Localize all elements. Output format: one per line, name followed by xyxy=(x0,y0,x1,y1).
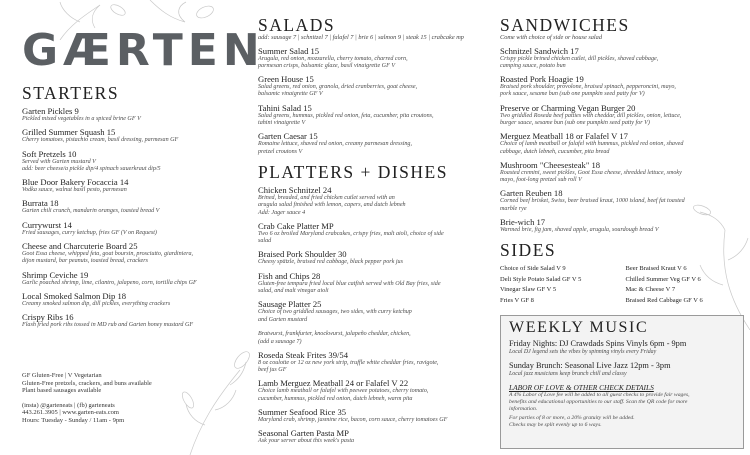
menu-item-description: Fried sausages, curry ketchup, fries GF (V on Request) xyxy=(22,229,157,236)
menu-item-description: Salad greens, hummus, pickled red onion, feta, cucumber, pita croutons, tahini vinaigrette V xyxy=(258,112,434,126)
menu-item-description: Garten chili crunch, mandarin oranges, toasted bread V xyxy=(22,208,160,215)
menu-item xyxy=(500,74,745,99)
menu-item xyxy=(258,428,488,445)
menu-item xyxy=(22,291,240,308)
salads-addons: add: sausage 7 | schnitzel 7 | falafel 7 | brie 6 | salmon 9 | steak 15 | crabcake mp xyxy=(258,34,464,41)
menu-item xyxy=(258,46,488,71)
menu-item-description: Roasted cremini, sweet pickles, Goot Essa cheese, shredded lettuce, smoky mayo, foot-long pretzel sub roll V xyxy=(500,169,682,184)
menu-item-name: Lamb Merguez Meatball 24 or Falafel V 22 xyxy=(258,378,409,389)
menu-item xyxy=(258,350,488,375)
menu-item xyxy=(500,160,745,185)
menu-item xyxy=(258,249,488,266)
sides-section xyxy=(500,241,745,305)
labor-of-love-text: A 4% Labor of Love fee will be added to all guest checks to provide fair wages, benefits and educational opportunities to our staff. Scan the QR code for more information. xyxy=(509,392,690,412)
menu-item-description: Choice of lamb meatball or falafel with hummus, pickled red onion, shaved cabbage, dutch lebneh, cucumber, pita bread xyxy=(500,141,684,155)
footnote-plant-based: Plant based sausages available xyxy=(22,387,102,395)
side-item: Deli Style Potato Salad GF V 5 xyxy=(500,275,582,283)
side-item: Mac & Cheese V 7 xyxy=(625,286,676,294)
music-sunday-desc: Local jazz musicians keep brunch chill and classy xyxy=(509,371,627,377)
salads-list xyxy=(258,46,488,156)
menu-item-name: Soft Pretzels 10 xyxy=(22,148,77,159)
menu-item xyxy=(258,299,488,345)
menu-item xyxy=(500,46,745,71)
sandwiches-section xyxy=(500,16,745,234)
sandwiches-subtitle: Come with choice of side or house salad xyxy=(500,34,602,41)
menu-item xyxy=(22,177,240,194)
menu-item xyxy=(258,221,488,246)
sides-title: SIDES xyxy=(500,240,557,260)
menu-item-description: Two griddled Roseda beef patties with cheddar, dill pickles, onion, lettuce, burger sauce, sesame bun (sub one pumpkin seed patty for V) xyxy=(500,112,682,126)
menu-item-name: Brie-wich 17 xyxy=(500,217,546,228)
menu-item xyxy=(258,407,488,424)
menu-item xyxy=(258,185,488,217)
side-item: Fries V GF 8 xyxy=(500,297,534,305)
menu-item-name: Garten Caesar 15 xyxy=(258,131,318,142)
menu-item-description: Ask your server about this week's pasta xyxy=(258,438,355,445)
menu-item-name: Grilled Summer Squash 15 xyxy=(22,127,116,138)
menu-item-name: Braised Pork Shoulder 30 xyxy=(258,249,347,260)
menu-item-name: Seasonal Garten Pasta MP xyxy=(258,428,349,439)
menu-item-description: Cheesy spätzle, braised red cabbage, black pepper pork jus xyxy=(258,259,403,266)
menu-item xyxy=(258,74,488,99)
footnote-social: (insta) @garteneats | (fb) garteneats xyxy=(22,401,115,409)
footnote-legend: GF Gluten-Free | V Vegetarian xyxy=(22,372,102,379)
menu-item xyxy=(22,241,240,266)
menu-item-description: Pickled mixed vegetables in a spiced brine GF V xyxy=(22,116,141,122)
menu-item-name: Sausage Platter 25 xyxy=(258,299,322,310)
menu-item-description: Served with Garten mustard V add: beer cheese/a pickle dip/4 spinach sauerkraut dip/5 xyxy=(22,158,161,172)
garten-logo xyxy=(22,25,265,76)
footnote-contact: 443.261.3905 | www.garten-eats.com xyxy=(22,409,119,417)
menu-item-name: Chicken Schnitzel 24 xyxy=(258,185,332,195)
menu-item-name: Green House 15 xyxy=(258,74,314,85)
salads-section xyxy=(258,16,488,156)
menu-item-description: Salad greens, red onion, granola, dried cranberries, goat cheese, balsamic vinaigrette GF V xyxy=(258,84,418,98)
weekly-music-box xyxy=(500,315,744,449)
menu-item-name: Preserve or Charming Vegan Burger 20 xyxy=(500,102,636,113)
menu-item-description: Choice lamb meatball or falafel with peewee potatoes, cherry tomato, cucumber, hummus, pickled red onion, dutch lebneh, warm pita xyxy=(258,388,429,402)
menu-item-name: Tahini Salad 15 xyxy=(258,102,312,113)
side-item: Beer Braised Kraut V 6 xyxy=(625,265,687,272)
menu-item-description: Crispy pickle brined chicken cutlet, dill pickles, shaved cabbage, camping sauce, potato bun xyxy=(500,55,659,69)
menu-item xyxy=(22,198,240,215)
menu-item-description: Flash fried pork ribs tossed in MD rub and Garten honey mustard GF xyxy=(22,322,194,329)
menu-item xyxy=(22,270,240,287)
menu-item-name: Summer Seafood Rice 35 xyxy=(258,407,347,418)
menu-item-description: Gluten-free tempura fried local blue catfish served with Old Bay fries, side salad, and malt vinegar aioli xyxy=(258,280,441,295)
menu-item-name: Roasted Pork Hoagie 19 xyxy=(500,74,584,85)
menu-item-name: Schnitzel Sandwich 17 xyxy=(500,45,579,56)
menu-item-name: Mushroom "Cheesesteak" 18 xyxy=(500,159,601,170)
menu-item-name: Local Smoked Salmon Dip 18 xyxy=(22,290,127,301)
gratuity-text: For parties of 8 or more, a 20% gratuity will be added. Checks may be split evenly up to 6 ways. xyxy=(509,415,635,429)
salads-title: SALADS xyxy=(258,15,336,35)
music-friday-desc: Local DJ legend sets the vibes by spinning vinyls every Friday xyxy=(509,349,657,355)
weekly-music-title: WEEKLY MUSIC xyxy=(509,319,649,336)
starters-section xyxy=(22,84,240,330)
footnotes xyxy=(22,372,240,425)
menu-item-description: 8 oz coulotte or 12 oz new york strip, truffle white cheddar fries, ravigote, beef jus GF xyxy=(258,359,439,374)
side-item: Chilled Summer Veg GF V 6 xyxy=(625,275,701,283)
menu-item-description: Brined, breaded, and fried chicken cutlet served with an arugula salad finished with lemon, capers, and dutch lebneh Add: Jager sauce 4 xyxy=(258,195,406,216)
sandwiches-title: SANDWICHES xyxy=(500,15,630,35)
side-item: Braised Red Cabbage GF V 6 xyxy=(625,297,703,305)
side-item: Vinegar Slaw GF V 5 xyxy=(500,286,557,294)
sides-grid xyxy=(500,265,745,305)
menu-item-name: Fish and Chips 28 xyxy=(258,270,321,281)
sandwiches-list xyxy=(500,46,745,235)
menu-item xyxy=(22,149,240,174)
menu-item-description: Creamy smoked salmon dip, dill pickles, everything crackers xyxy=(22,300,171,307)
menu-item-description: Warmed brie, fig jam, shaved apple, arugula, sourdough bread V xyxy=(500,227,659,234)
menu-item-description: Goot Essa cheese, whipped feta, goat boursin, prosciutto, giardiniera, dijon mustard, bar peanuts, toasted bread, crackers xyxy=(22,251,194,265)
menu-item xyxy=(500,103,745,128)
footnote-hours: Hours: Tuesday - Sunday / 11am - 9pm xyxy=(22,416,125,424)
menu-item-name: Crispy Ribs 16 xyxy=(22,312,74,323)
labor-of-love-title: LABOR OF LOVE & OTHER CHECK DETAILS xyxy=(509,383,654,392)
menu-item-description: Cherry tomatoes, pistachio cream, basil dressing, parmesan GF xyxy=(22,137,179,144)
logo-wordmark: GÆRTEN xyxy=(22,25,265,76)
menu-item-name: Roseda Steak Frites 39/54 xyxy=(258,349,348,360)
side-item: Choice of Side Salad V 9 xyxy=(500,265,566,272)
menu-item xyxy=(258,378,488,403)
footnote-gluten-free: Gluten-Free pretzels, crackers, and buns available xyxy=(22,379,152,387)
music-friday: Friday Nights: DJ Crawdads Spins Vinyls 6pm - 9pm xyxy=(509,339,687,348)
menu-item-name: Blue Door Bakery Focaccia 14 xyxy=(22,177,129,188)
menu-item-name: Merguez Meatball 18 or Falafel V 17 xyxy=(500,131,628,142)
menu-item-description: Vodka sauce, walnut basil pesto, parmesan xyxy=(22,187,127,194)
menu-item xyxy=(500,188,745,213)
menu-item-description: Two 6 oz broiled Maryland crabcakes, crispy fries, malt aioli, choice of side salad xyxy=(258,230,444,245)
menu-item xyxy=(258,103,488,128)
menu-item xyxy=(22,312,240,329)
menu-item-name: Shrimp Ceviche 19 xyxy=(22,269,89,280)
menu-item-name: Garten Reuben 18 xyxy=(500,188,563,199)
platters-title: PLATTERS + DISHES xyxy=(258,162,448,182)
menu-item-description: Maryland crab, shrimp, jasmine rice, bacon, corn sauce, cherry tomatoes GF xyxy=(258,417,448,424)
menu-item xyxy=(22,127,240,144)
menu-item-description: Arugula, red onion, mozzarella, cherry tomato, charred corn, parmesan crisps, balsamic glaze, basil vinaigrette GF V xyxy=(258,55,408,69)
menu-item-name: Summer Salad 15 xyxy=(258,45,320,56)
menu-item-description: Braised pork shoulder, provolone, braised spinach, pepperoncini, mayo, pork sauce, sesame bun (sub one pumpkin seed patty for V) xyxy=(500,84,676,98)
menu-item-name: Crab Cake Platter MP xyxy=(258,220,334,231)
platters-list xyxy=(258,185,488,446)
starters-title: STARTERS xyxy=(22,83,120,103)
menu-item-description: Romaine lettuce, shaved red onion, creamy parmesan dressing, pretzel croutons V xyxy=(258,141,413,155)
menu-item-name: Cheese and Charcuterie Board 25 xyxy=(22,241,138,252)
menu-item xyxy=(500,217,745,234)
menu-item-description: Choice of two griddled sausages, two sides, with curry ketchup and Garten mustard Bratwurst, frankfurter, knockwurst, jalapeño cheddar, chicken, (add a sausage 7) xyxy=(258,309,412,345)
menu-item-description: Corned beef brisket, Swiss, beer braised kraut, 1000 island, beef fat toasted marble rye xyxy=(500,198,685,212)
menu-item-description: Garlic poached shrimp, lime, cilantro, jalapeno, corn, tortilla chips GF xyxy=(22,279,197,286)
menu-item xyxy=(258,131,488,156)
menu-item xyxy=(22,106,240,123)
menu-item-name: Burrata 18 xyxy=(22,198,59,209)
menu-item xyxy=(258,271,488,296)
menu-item-name: Currywurst 14 xyxy=(22,219,72,230)
starters-list xyxy=(22,106,240,330)
music-sunday: Sunday Brunch: Seasonal Live Jazz 12pm - 3pm xyxy=(509,361,671,370)
menu-item-name: Garten Pickles 9 xyxy=(22,106,79,116)
platters-section xyxy=(258,163,488,446)
menu-item xyxy=(500,131,745,156)
menu-item xyxy=(22,220,240,237)
